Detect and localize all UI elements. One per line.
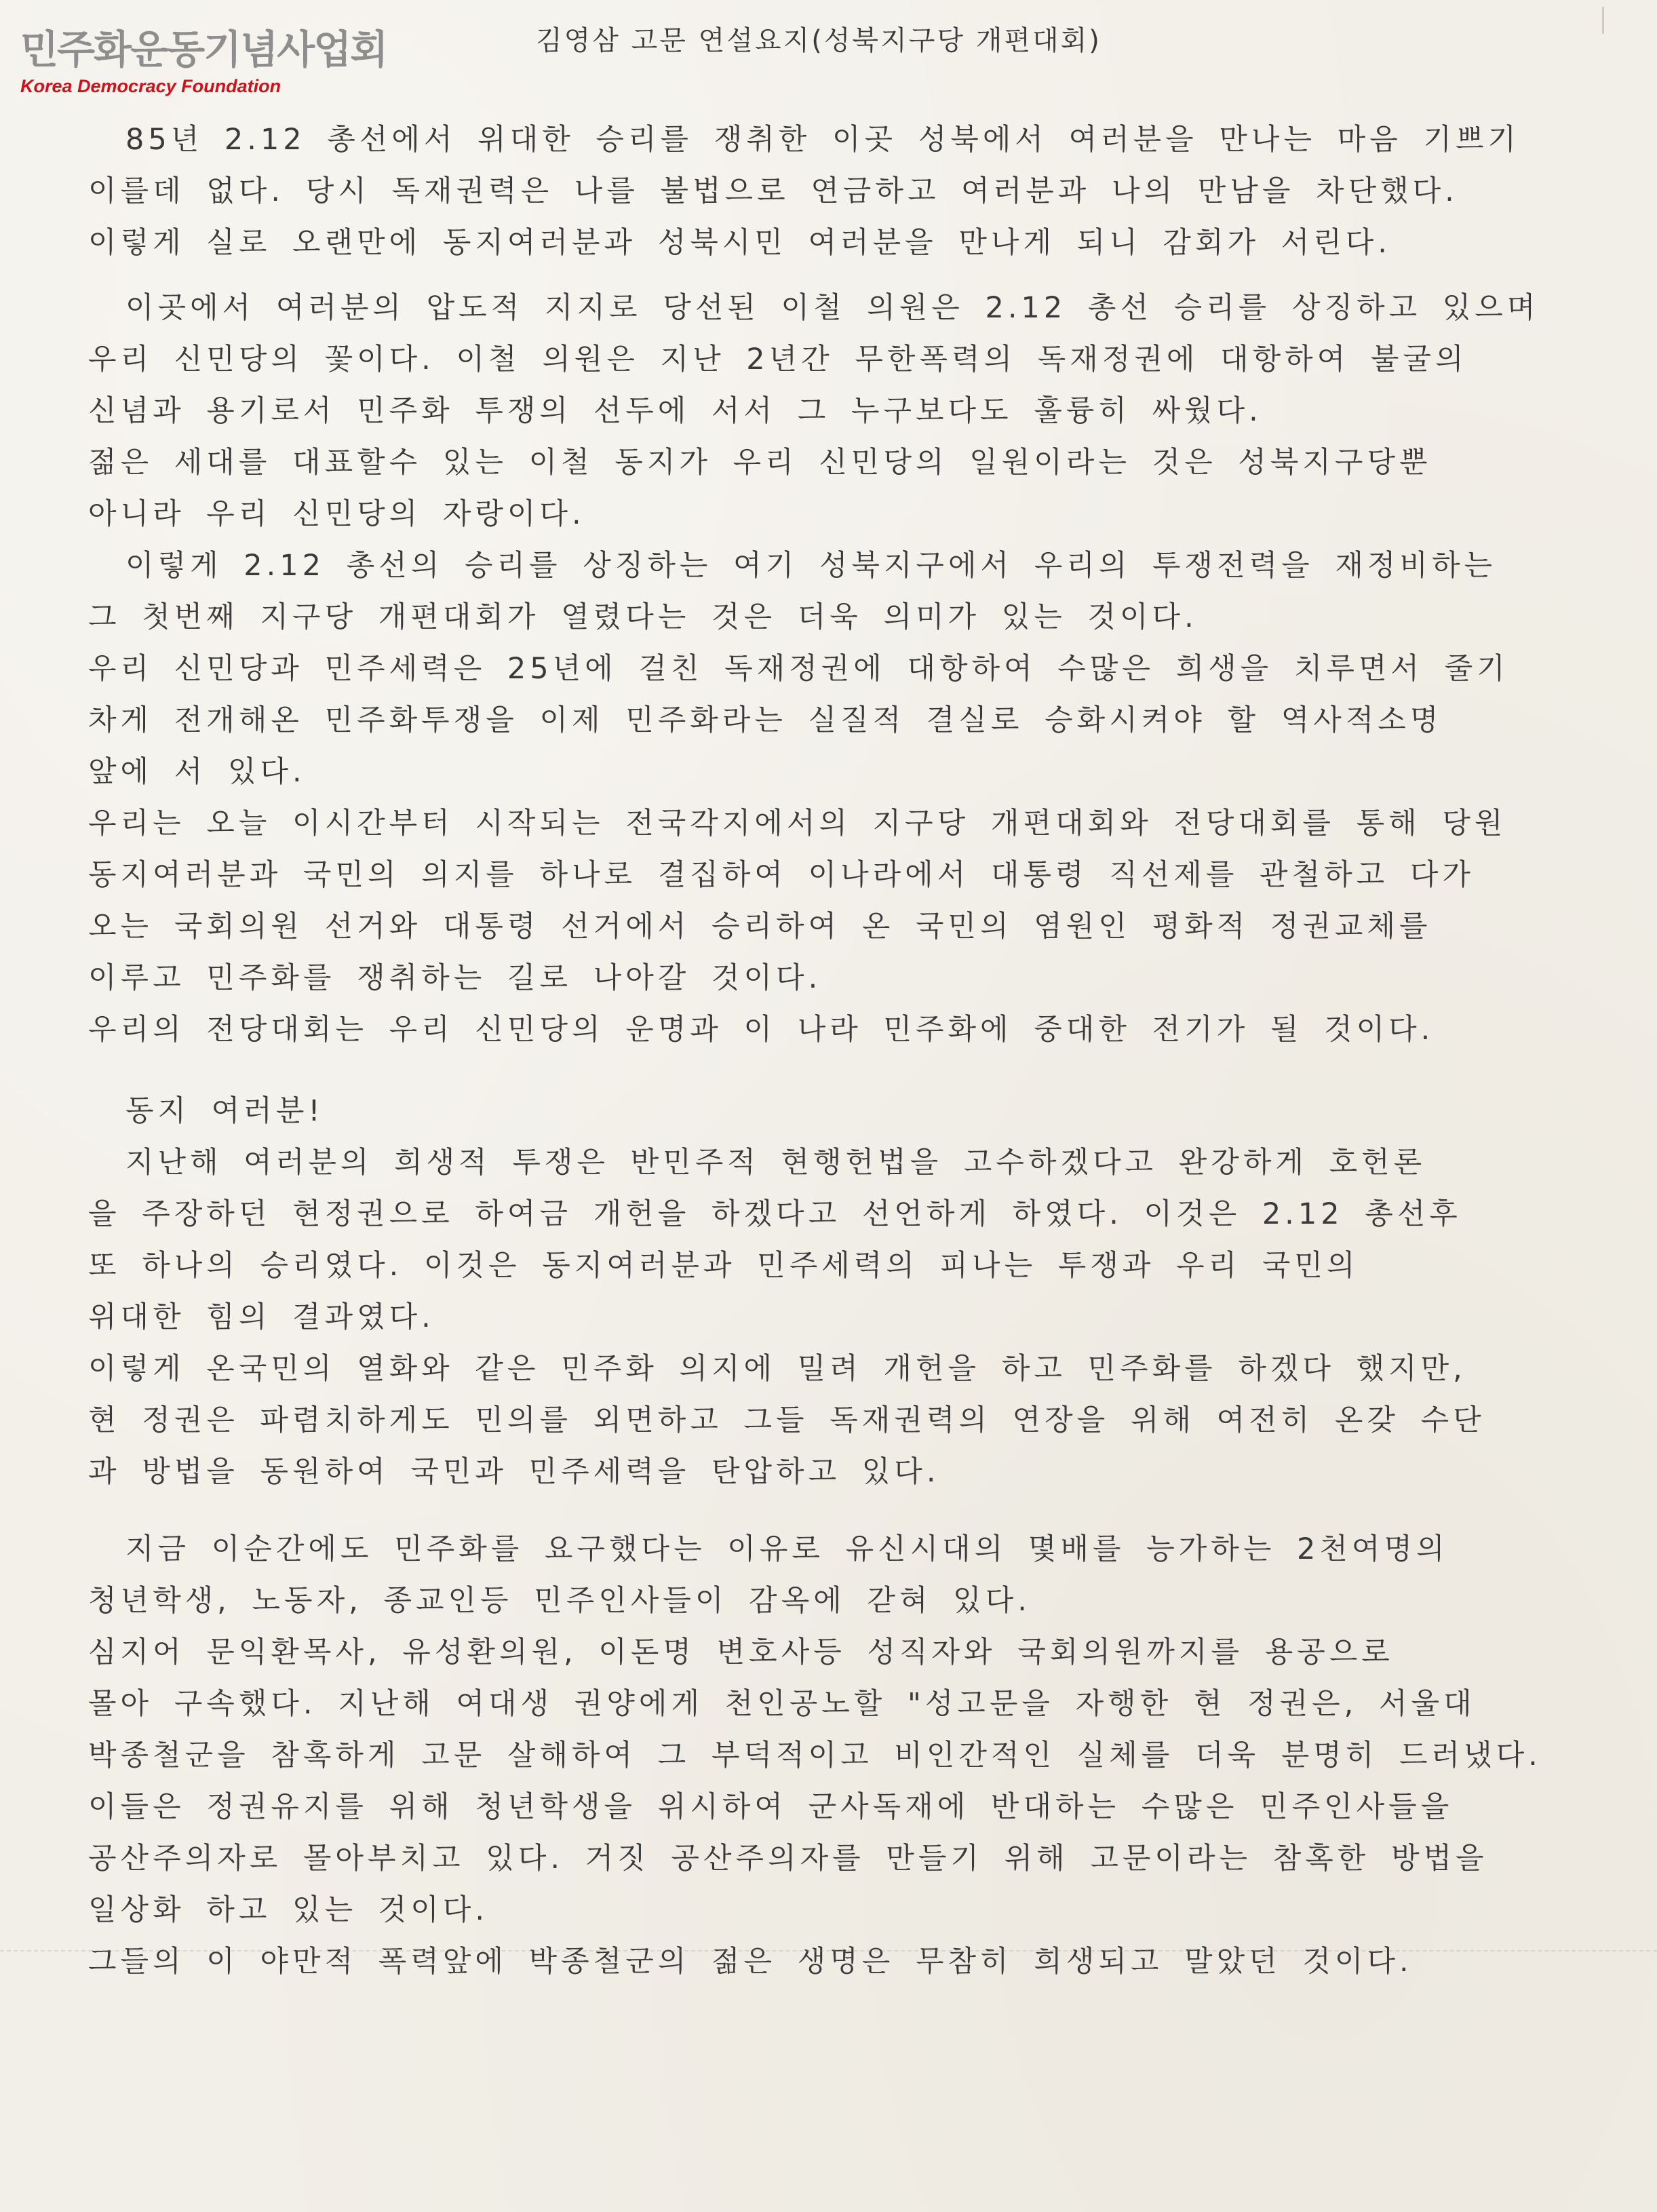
text-line: 우리 신민당의 꽃이다. 이철 의원은 지난 2년간 무한폭력의 독재정권에 대항하여 불굴의 <box>88 343 1468 376</box>
text-line: 아니라 우리 신민당의 자랑이다. <box>88 497 585 531</box>
text-line: 이들은 정권유지를 위해 청년학생을 위시하여 군사독재에 반대하는 수많은 민주인사들을 <box>88 1790 1454 1824</box>
text-line: 위대한 힘의 결과였다. <box>88 1300 435 1334</box>
text-line: 몰아 구속했다. 지난해 여대생 권양에게 천인공노할 "성고문을 자행한 현 정권은, 서울대 <box>88 1687 1476 1721</box>
text-line: 심지어 문익환목사, 유성환의원, 이돈명 변호사등 성직자와 국회의원까지를 용공으로 <box>88 1635 1394 1669</box>
text-line: 신념과 용기로서 민주화 투쟁의 선두에 서서 그 누구보다도 훌륭히 싸웠다. <box>88 394 1262 428</box>
paper-fold <box>0 1950 1657 1952</box>
text-line: 그들의 이 야만적 폭력앞에 박종철군의 젊은 생명은 무참히 희생되고 말았던 것이다. <box>88 1945 1413 1979</box>
text-line: 우리 신민당과 민주세력은 25년에 걸친 독재정권에 대항하여 수많은 희생을 치루면서 줄기 <box>88 652 1509 686</box>
text-line: 지금 이순간에도 민주화를 요구했다는 이유로 유신시대의 몇배를 능가하는 2천여명의 <box>125 1532 1449 1566</box>
foundation-logo <box>20 26 387 98</box>
text-line: 우리의 전당대회는 우리 신민당의 운명과 이 나라 민주화에 중대한 전기가 될 것이다. <box>88 1013 1435 1047</box>
text-line: 현 정권은 파렴치하게도 민의를 외면하고 그들 독재권력의 연장을 위해 여전히 온갖 수단 <box>88 1403 1485 1437</box>
text-line: 공산주의자로 몰아부치고 있다. 거짓 공산주의자를 만들기 위해 고문이라는 참혹한 방법을 <box>88 1842 1488 1876</box>
text-line: 이곳에서 여러분의 압도적 지지로 당선된 이철 의원은 2.12 총선 승리를 상징하고 있으며 <box>125 291 1540 325</box>
text-line: 또 하나의 승리였다. 이것은 동지여러분과 민주세력의 피나는 투쟁과 우리 국민의 <box>88 1249 1359 1283</box>
text-line: 85년 2.12 총선에서 위대한 승리를 쟁취한 이곳 성북에서 여러분을 만나는 마음 기쁘기 <box>125 123 1521 157</box>
text-line: 젊은 세대를 대표할수 있는 이철 동지가 우리 신민당의 일원이라는 것은 성북지구당뿐 <box>88 446 1432 480</box>
paper-mark <box>1602 7 1616 34</box>
text-line: 일상화 하고 있는 것이다. <box>88 1893 489 1927</box>
document-title: 김영삼 고문 연설요지(성북지구당 개편대회) <box>536 25 1102 56</box>
text-line: 동지 여러분! <box>125 1094 324 1128</box>
text-line: 을 주장하던 현정권으로 하여금 개헌을 하겠다고 선언하게 하였다. 이것은 2.12 총선후 <box>88 1197 1462 1231</box>
text-line: 우리는 오늘 이시간부터 시작되는 전국각지에서의 지구당 개편대회와 전당대회를 통해 당원 <box>88 807 1507 840</box>
text-line: 앞에 서 있다. <box>88 755 306 789</box>
text-line: 과 방법을 동원하여 국민과 민주세력을 탄압하고 있다. <box>88 1455 940 1489</box>
text-line: 이렇게 2.12 총선의 승리를 상징하는 여기 성북지구에서 우리의 투쟁전력을 재정비하는 <box>125 549 1497 583</box>
text-line: 이렇게 온국민의 열화와 같은 민주화 의지에 밀려 개헌을 하고 민주화를 하겠다 했지만, <box>88 1352 1466 1386</box>
text-line: 지난해 여러분의 희생적 투쟁은 반민주적 현행헌법을 고수하겠다고 완강하게 호헌론 <box>125 1146 1426 1180</box>
text-line: 오는 국회의원 선거와 대통령 선거에서 승리하여 온 국민의 염원인 평화적 정권교체를 <box>88 910 1432 944</box>
logo-korean-text: 민주화운동기념사업회 <box>20 26 387 73</box>
text-line: 이를데 없다. 당시 독재권력은 나를 불법으로 연금하고 여러분과 나의 만남을 차단했다. <box>88 174 1458 208</box>
text-line: 차게 전개해온 민주화투쟁을 이제 민주화라는 실질적 결실로 승화시켜야 할 역사적소명 <box>88 703 1443 737</box>
text-line: 이루고 민주화를 쟁취하는 길로 나아갈 것이다. <box>88 961 822 995</box>
logo-english-text: Korea Democracy Foundation <box>20 76 281 96</box>
text-line: 박종철군을 참혹하게 고문 살해하여 그 부덕적이고 비인간적인 실체를 더욱 분명히 드러냈다. <box>88 1739 1542 1772</box>
text-line: 이렇게 실로 오랜만에 동지여러분과 성북시민 여러분을 만나게 되니 감회가 서린다. <box>88 226 1391 260</box>
text-line: 그 첫번째 지구당 개편대회가 열렸다는 것은 더욱 의미가 있는 것이다. <box>88 600 1198 634</box>
text-line: 청년학생, 노동자, 종교인등 민주인사들이 감옥에 갇혀 있다. <box>88 1584 1031 1618</box>
text-line: 동지여러분과 국민의 의지를 하나로 결집하여 이나라에서 대통령 직선제를 관철하고 다가 <box>88 858 1475 892</box>
